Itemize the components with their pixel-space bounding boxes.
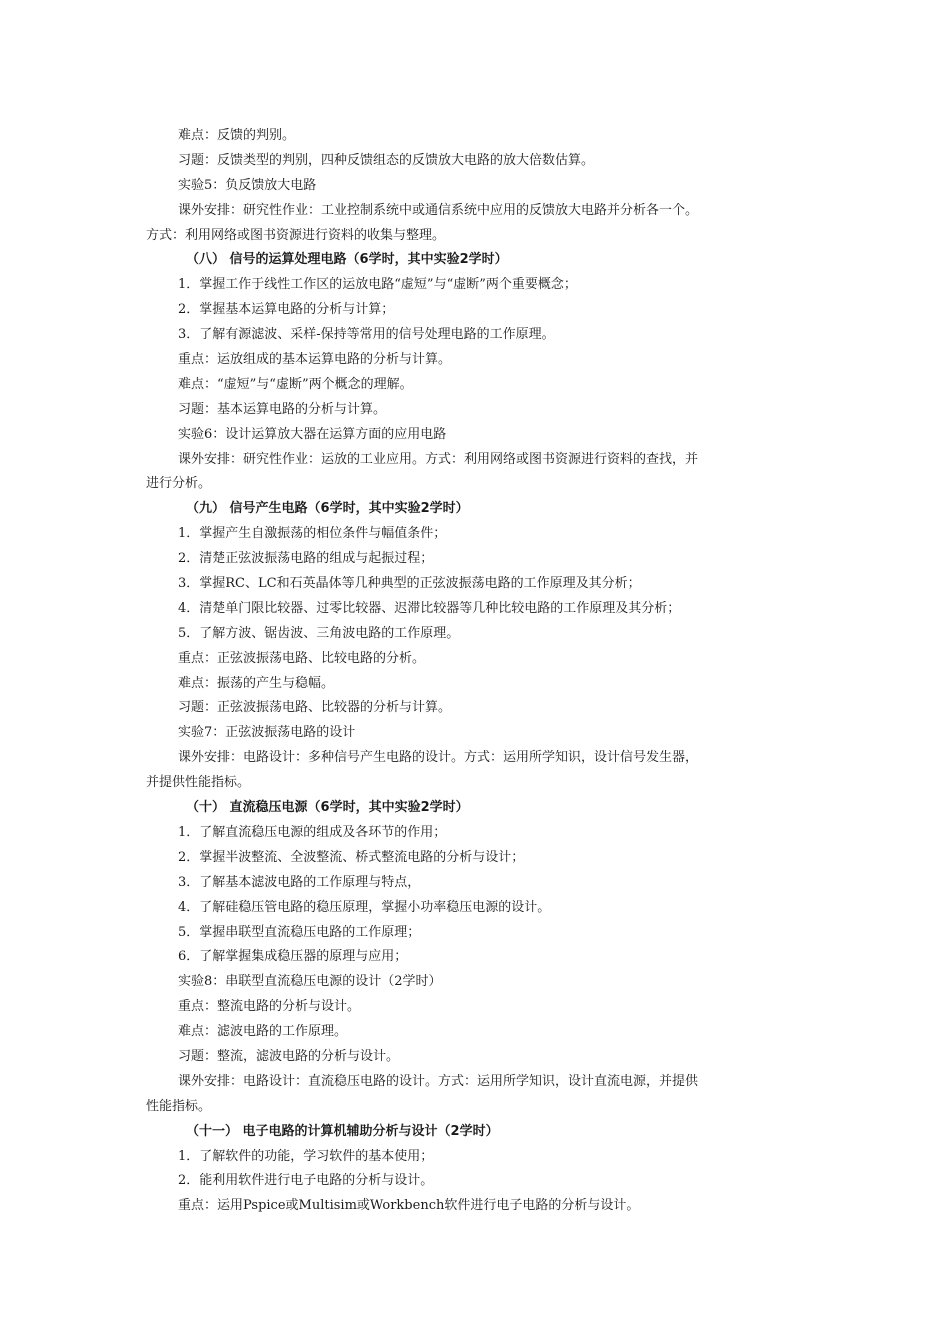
- text-line: 5．了解方波、锯齿波、三角波电路的工作原理。: [178, 625, 460, 641]
- text-line: 实验7：正弦波振荡电路的设计: [178, 725, 356, 741]
- text-line: 课外安排：电路设计：直流稳压电路的设计。方式：运用所学知识，设计直流电源，并提供: [178, 1073, 699, 1089]
- text-line: 重点：整流电路的分析与设计。: [178, 999, 361, 1015]
- text-line: 2．能利用软件进行电子电路的分析与设计。: [178, 1173, 434, 1189]
- text-line: 课外安排：研究性作业：工业控制系统中或通信系统中应用的反馈放大电路并分析各一个。: [178, 202, 699, 218]
- text-line: 3．掌握RC、LC和石英晶体等几种典型的正弦波振荡电路的工作原理及其分析；: [178, 576, 641, 592]
- section-heading: （十） 直流稳压电源（6学时，其中实验2学时）: [186, 800, 469, 816]
- text-line: 2．清楚正弦波振荡电路的组成与起振过程；: [178, 551, 434, 567]
- text-line: 习题：整流，滤波电路的分析与设计。: [178, 1048, 400, 1064]
- section-heading: （九） 信号产生电路（6学时，其中实验2学时）: [186, 501, 469, 517]
- text-line: 3．了解有源滤波、采样-保持等常用的信号处理电路的工作原理。: [178, 327, 555, 343]
- text-line: 难点：“虚短”与“虚断”两个概念的理解。: [178, 376, 413, 392]
- text-line: 并提供性能指标。: [146, 775, 251, 791]
- text-line: 难点：振荡的产生与稳幅。: [178, 675, 335, 691]
- text-line: 课外安排：电路设计：多种信号产生电路的设计。方式：运用所学知识，设计信号发生器，: [178, 750, 699, 766]
- text-line: 4．清楚单门限比较器、过零比较器、迟滞比较器等几种比较电路的工作原理及其分析；: [178, 600, 681, 616]
- text-line: 6．了解掌握集成稳压器的原理与应用；: [178, 949, 408, 965]
- text-line: 方式：利用网络或图书资源进行资料的收集与整理。: [146, 227, 446, 243]
- text-line: 实验6：设计运算放大器在运算方面的应用电路: [178, 426, 447, 442]
- text-line: 2．掌握基本运算电路的分析与计算；: [178, 302, 395, 318]
- text-line: 难点：反馈的判别。: [178, 128, 296, 143]
- text-line: 1．了解直流稳压电源的组成及各环节的作用；: [178, 824, 447, 840]
- text-line: 4．了解硅稳压管电路的稳压原理，掌握小功率稳压电源的设计。: [178, 899, 551, 915]
- text-line: 1．了解软件的功能，学习软件的基本使用；: [178, 1148, 434, 1164]
- text-line: 进行分析。: [146, 476, 212, 492]
- text-line: 1．掌握产生自激振荡的相位条件与幅值条件；: [178, 526, 447, 542]
- text-line: 习题：正弦波振荡电路、比较器的分析与计算。: [178, 700, 452, 716]
- section-heading: （八） 信号的运算处理电路（6学时，其中实验2学时）: [186, 252, 508, 268]
- text-line: 重点：正弦波振荡电路、比较电路的分析。: [178, 650, 426, 666]
- text-line: 实验8：串联型直流稳压电源的设计（2学时）: [178, 974, 442, 990]
- section-heading: （十一） 电子电路的计算机辅助分析与设计（2学时）: [186, 1123, 499, 1139]
- text-line: 重点：运用Pspice或Multisim或Workbench软件进行电子电路的分析与设计。: [178, 1198, 640, 1214]
- text-line: 5．掌握串联型直流稳压电路的工作原理；: [178, 924, 421, 940]
- text-line: 习题：基本运算电路的分析与计算。: [178, 401, 387, 417]
- text-line: 实验5：负反馈放大电路: [178, 177, 317, 193]
- text-line: 2．掌握半波整流、全波整流、桥式整流电路的分析与设计；: [178, 849, 525, 865]
- document-body: [146, 124, 802, 1219]
- text-line: 习题：反馈类型的判别，四种反馈组态的反馈放大电路的放大倍数估算。: [178, 152, 595, 168]
- text-line: 1．掌握工作于线性工作区的运放电路“虚短”与“虚断”两个重要概念；: [178, 277, 577, 293]
- text-line: 性能指标。: [146, 1098, 212, 1114]
- text-line: 重点：运放组成的基本运算电路的分析与计算。: [178, 352, 452, 368]
- text-line: 难点：滤波电路的工作原理。: [178, 1024, 348, 1040]
- text-line: 课外安排：研究性作业：运放的工业应用。方式：利用网络或图书资源进行资料的查找，并: [178, 451, 699, 467]
- text-line: 3．了解基本滤波电路的工作原理与特点，: [178, 874, 421, 890]
